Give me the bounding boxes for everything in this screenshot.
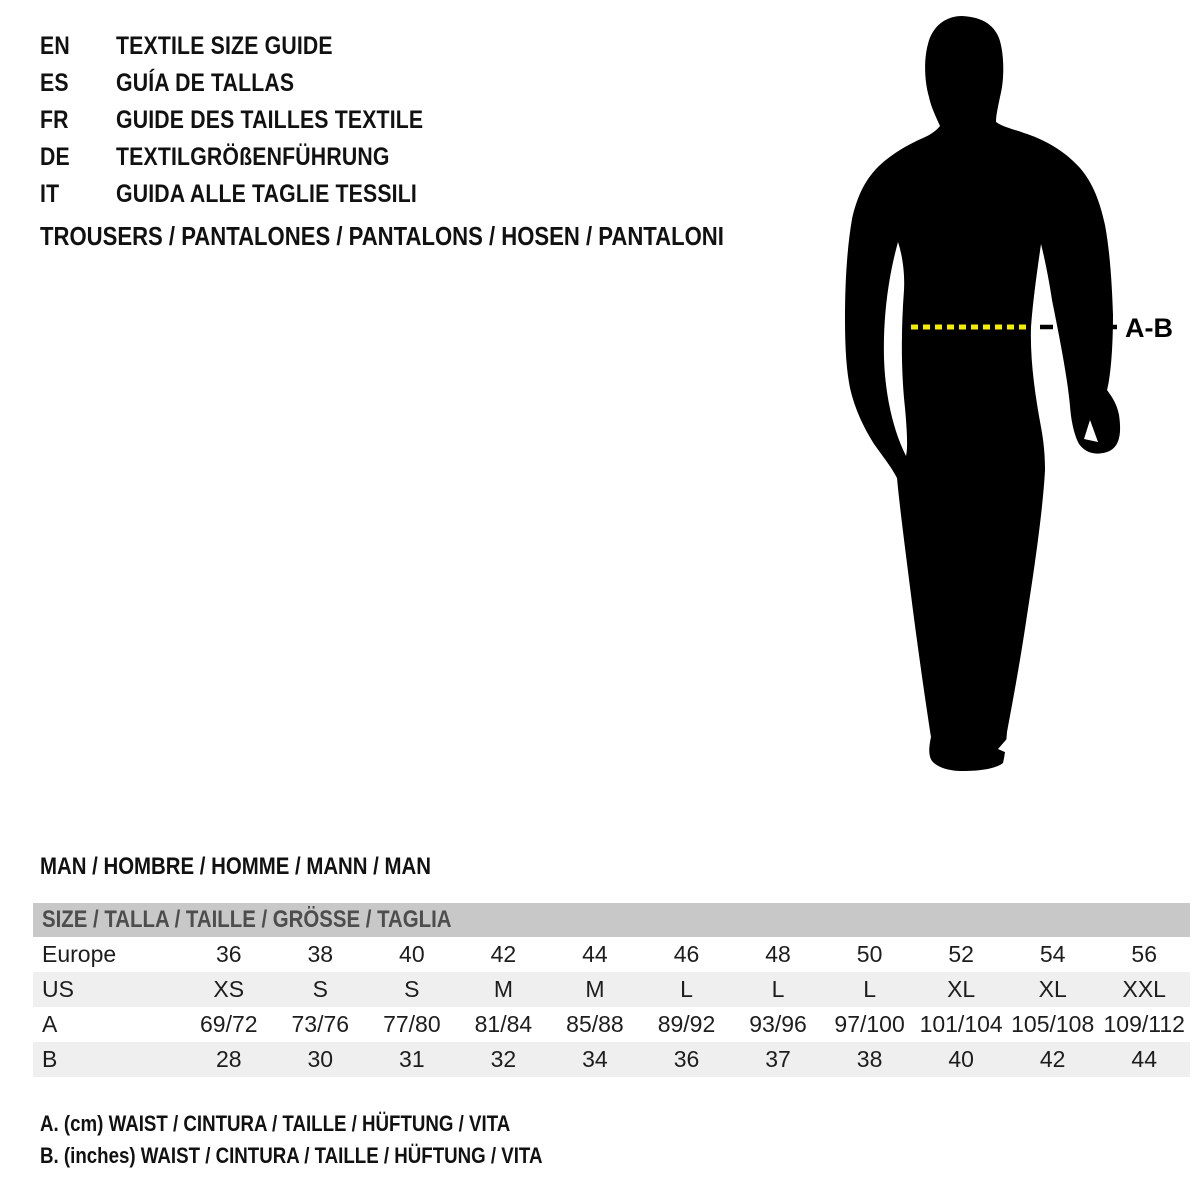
table-cell: 97/100 (834, 1011, 905, 1037)
table-cell: 105/108 (1011, 1011, 1095, 1037)
table-cell: 38 (307, 941, 334, 967)
table-cell: 81/84 (474, 1011, 533, 1037)
row-label: Europe (42, 941, 117, 967)
hand-finger-gap (1084, 420, 1098, 442)
table-cell: L (771, 976, 785, 1002)
lang-code: EN (40, 32, 70, 60)
lang-code: FR (40, 106, 69, 134)
arm-torso-gap (884, 242, 907, 456)
table-cell: S (404, 976, 420, 1002)
table-cell: 101/104 (919, 1011, 1003, 1037)
table-cell: S (312, 976, 328, 1002)
note-a-text: A. (cm) WAIST / CINTURA / TAILLE / HÜFTUNG / VITA (40, 1111, 511, 1136)
lang-label: TEXTILGRÖßENFÜHRUNG (116, 143, 390, 171)
table-cell: 54 (1039, 941, 1066, 967)
man-silhouette (845, 16, 1120, 771)
table-cell: L (863, 976, 876, 1002)
size-table-header (33, 903, 1190, 937)
row-label: B (42, 1046, 58, 1072)
row-label: A (42, 1011, 58, 1037)
table-cell: 73/76 (291, 1011, 350, 1037)
lang-code: IT (40, 180, 60, 208)
category-title (40, 221, 845, 252)
table-cell: 31 (399, 1046, 425, 1072)
measure-label-ab: A-B (1125, 313, 1173, 343)
row-label: US (42, 976, 74, 1002)
lang-code: ES (40, 69, 69, 97)
lang-code: DE (40, 143, 70, 171)
table-cell: 52 (948, 941, 974, 967)
note-a-cm (40, 1108, 631, 1140)
table-cell: 56 (1131, 941, 1158, 967)
table-cell: XL (947, 976, 976, 1002)
table-cell: 40 (948, 1046, 974, 1072)
table-cell: M (493, 976, 513, 1002)
table-cell: 46 (673, 941, 700, 967)
note-b-text: B. (inches) WAIST / CINTURA / TAILLE / HÜFTUNG / VITA (40, 1143, 543, 1168)
table-cell: 30 (307, 1046, 334, 1072)
table-cell: 36 (673, 1046, 700, 1072)
language-guide-list (40, 28, 478, 213)
table-cell: 34 (582, 1046, 608, 1072)
lang-label: GUIDE DES TAILLES TEXTILE (116, 106, 424, 134)
table-cell: 109/112 (1103, 1011, 1185, 1037)
table-cell: 36 (215, 941, 242, 967)
lang-row-de (40, 139, 478, 176)
lang-row-it (40, 176, 478, 213)
table-cell: 38 (856, 1046, 883, 1072)
table-row-europe (33, 937, 1190, 972)
category-title-text: TROUSERS / PANTALONES / PANTALONS / HOSEN / PANTALONI (40, 221, 724, 251)
table-cell: 89/92 (657, 1011, 716, 1037)
table-cell: 44 (1131, 1046, 1158, 1072)
ankle-notch (998, 733, 1016, 757)
section-title-text: MAN / HOMBRE / HOMME / MANN / MAN (40, 853, 431, 880)
table-cell: 48 (765, 941, 791, 967)
table-cell: 77/80 (383, 1011, 441, 1037)
lang-row-fr (40, 102, 478, 139)
table-cell: 42 (490, 941, 517, 967)
lang-row-es (40, 65, 478, 102)
table-cell: M (585, 976, 605, 1002)
table-row-b-inches (33, 1042, 1190, 1077)
table-cell: L (680, 976, 693, 1002)
table-cell: 37 (765, 1046, 791, 1072)
table-row-a-cm (33, 1007, 1190, 1042)
table-cell: 28 (215, 1046, 242, 1072)
table-cell: 85/88 (566, 1011, 624, 1037)
size-table-header-text: SIZE / TALLA / TAILLE / GRÖSSE / TAGLIA (42, 906, 452, 933)
lang-label: TEXTILE SIZE GUIDE (116, 32, 333, 60)
table-cell: XXL (1122, 976, 1166, 1002)
table-cell: 44 (582, 941, 608, 967)
section-title (40, 853, 500, 881)
table-cell: XL (1038, 976, 1067, 1002)
lang-label: GUÍA DE TALLAS (116, 69, 295, 97)
table-cell: 50 (856, 941, 883, 967)
table-cell: 93/96 (749, 1011, 807, 1037)
table-cell: 42 (1039, 1046, 1066, 1072)
lang-row-en (40, 28, 478, 65)
table-cell: XS (213, 976, 245, 1002)
measurement-notes (40, 1108, 631, 1172)
table-cell: 32 (490, 1046, 517, 1072)
lang-label: GUIDA ALLE TAGLIE TESSILI (116, 180, 417, 208)
table-cell: 69/72 (199, 1011, 258, 1037)
note-b-inches (40, 1140, 631, 1172)
table-row-us (33, 972, 1190, 1007)
table-cell: 40 (399, 941, 425, 967)
size-table (33, 903, 1190, 1077)
